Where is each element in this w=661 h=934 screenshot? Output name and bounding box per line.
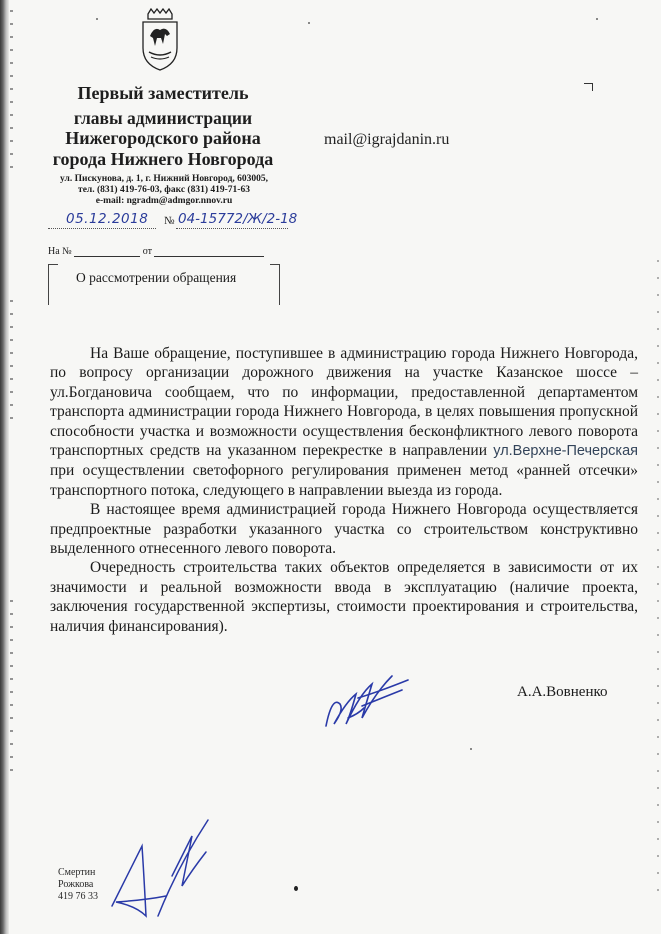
scan-speck	[470, 748, 472, 750]
letter-body	[50, 344, 638, 636]
reference-date-label: от	[142, 246, 152, 257]
address-line: ул. Пискунова, д. 1, г. Нижний Новгород, 603005,	[59, 174, 269, 184]
paragraph-text: На Ваше обращение, поступившее в администрацию города Нижнего Новгорода, по вопросу организации дорожного движения на участке Казанское шоссе – ул.Богдановича сообщаем, что по информации, предоставленной департаментом транспорта администрации города Нижнего Новгорода, в целях повышения пропускной способности участка и возможности осуществления бесконфликтного левого поворота транспортных средств на указанном перекрестке в направлении	[50, 345, 638, 460]
registration-date: 05.12.2018	[66, 211, 149, 227]
scan-speck	[596, 18, 598, 20]
reference-line	[48, 246, 264, 257]
paragraph-text: при осуществлении светофорного регулирования применен метод «ранней отсечки» транспортного потока, следующего в направлении выезда из города.	[50, 462, 638, 499]
body-paragraph: В настоящее время администрацией города Нижнего Новгорода осуществляется предпроектные разработки указанного участка со строительством конструктивно выделенного отнесенного левого поворота.	[50, 501, 638, 558]
body-paragraph: Очередность строительства таких объектов определяется в зависимости от их значимости и реальной возможности ввода в эксплуатацию (наличие проекта, заключения государственной экспертизы, стоимости проектирования и строительства, наличия финансирования).	[50, 559, 638, 635]
scan-dots	[10, 10, 13, 170]
executor-phone: 419 76 33	[58, 891, 98, 902]
scan-speck	[96, 18, 98, 20]
body-paragraph	[50, 344, 638, 500]
ink-blot	[294, 886, 298, 891]
number-label: №	[164, 215, 175, 227]
reference-no-label: На №	[48, 246, 72, 257]
executor-block	[58, 867, 98, 903]
handwritten-signature	[318, 668, 418, 738]
signer-name: А.А.Вовненко	[517, 684, 608, 700]
handwritten-mark	[108, 816, 218, 928]
header-line-4: города Нижнего Новгорода	[52, 149, 274, 169]
scan-edge	[0, 0, 9, 934]
header-line-2: главы администрации	[73, 108, 253, 128]
subject-bracket-right	[270, 264, 280, 305]
executor-name-1: Смертин	[58, 867, 96, 878]
scan-dots	[657, 260, 659, 900]
street-name: ул.Верхне-Печерская	[493, 443, 638, 460]
subject-bracket-left	[48, 264, 58, 305]
coat-of-arms-icon	[138, 8, 182, 76]
registration-number: 04-15772/Ж/2-18	[178, 211, 298, 227]
header-line-3: Нижегородского района	[65, 128, 261, 148]
scan-dots	[10, 600, 13, 780]
subject-line: О рассмотрении обращения	[76, 270, 237, 285]
header-line-1: Первый заместитель	[77, 83, 249, 103]
address-corner-mark	[584, 83, 593, 91]
reference-date-blank	[154, 247, 264, 257]
phone-line: тел. (831) 419-76-03, факс (831) 419-71-63	[78, 185, 250, 195]
scan-dots	[10, 300, 13, 420]
recipient-email: mail@igrajdanin.ru	[324, 131, 450, 148]
email-line: e-mail: ngradm@admgor.nnov.ru	[95, 196, 233, 206]
reference-no-blank	[74, 247, 140, 257]
executor-name-2: Рожкова	[58, 879, 94, 890]
scan-speck	[308, 22, 310, 24]
number-underline	[176, 228, 288, 229]
date-underline	[48, 228, 156, 229]
